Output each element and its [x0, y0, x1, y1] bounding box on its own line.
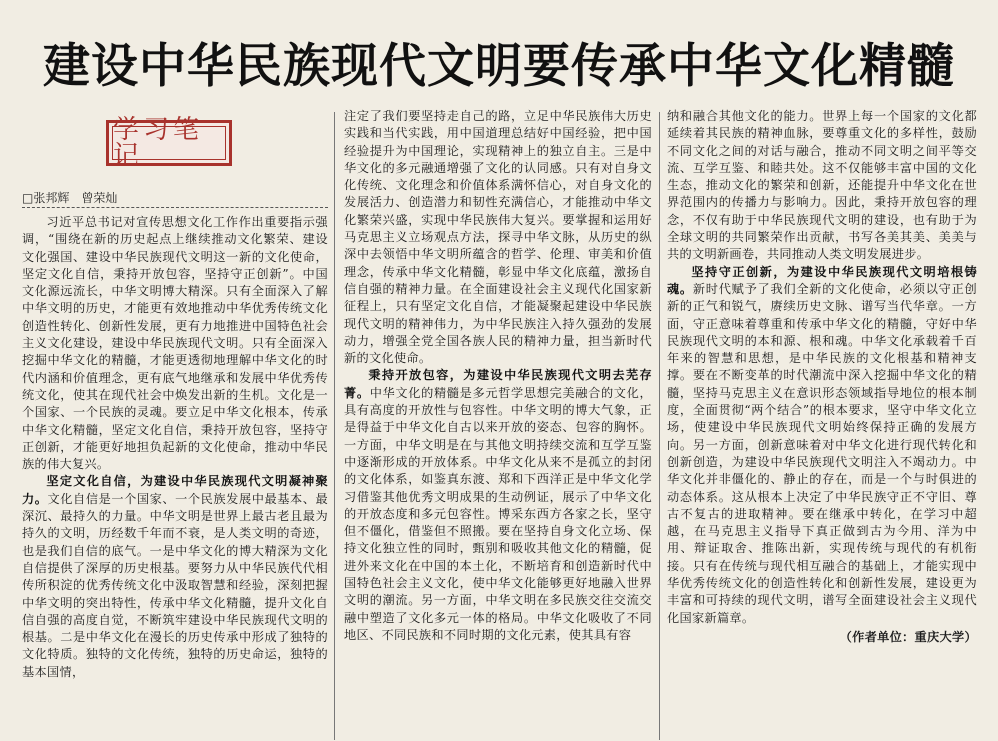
paragraph [22, 473, 328, 681]
column-divider [659, 112, 660, 740]
column-tag-stamp [106, 115, 232, 171]
paragraph-text: 文化自信是一个国家、一个民族发展中最基本、最深沉、最持久的力量。中华文明是世界上最古老且最为持久的文明，历经数千年而不衰，是人类文明的奇迹，也是我们自信的底气。一是中华文化的博大精深为文化自信提供了深厚的历史根基。要努力从中华民族代代相传所积淀的优秀传统文化中汲取智慧和经验，深刻把握中华文明的突出特性，传承中华文化精髓，提升文化自信自强的高度自觉，不断筑牢建设中华民族现代文明的根基。二是中华文化在漫长的历史传承中形成了独特的文化特质。独特的文化传统，独特的历史命运，独特的基本国情， [22, 491, 328, 679]
section-heading: 坚定文化自信，为建设中华民族现代文明凝神聚力。 [22, 474, 328, 506]
paragraph [344, 367, 652, 644]
paragraph: 注定了我们要坚持走自己的路，立足中华民族伟大历史实践和当代实践，用中国道理总结好中国经验，把中国经验提升为中国理论，实现精神上的独立自主。三是中华文化的多元融通增强了文化的认同感。只有对自身文化传统、文化理念和价值体系满怀信心，对自身文化的发展活力、创造潜力和韧性充满信心，才能推动中华文化繁荣兴盛，实现中华民族伟大复兴。要掌握和运用好马克思主义立场观点方法，探寻中华文脉，从历史的纵深中去领悟中华文明所蕴含的哲学、伦理、审美和价值理念，传承中华文化精髓，彰显中华文化底蕴，激扬自信自强的精神力量。在全面建设社会主义现代化国家新征程上，只有坚定文化自信，才能凝聚起建设中华民族现代文明的精神伟力，为中华民族注入持久强劲的发展动力，增强全党全国各族人民的精神力量，担当新时代新的文化使命。 [344, 109, 652, 366]
column-tag-label: 学习笔记 [112, 126, 226, 160]
article-column-1 [22, 214, 328, 740]
paragraph-text: 中华文化的精髓是多元哲学思想完美融合的文化，具有高度的开放性与包容性。中华文明的博大气象，正是得益于中华文化自古以来开放的姿态、包容的胸怀。一方面，中华文明是在与其他文明持续交流和互学互鉴中逐渐形成的开放体系。中华文化从来不是孤立的封闭的文化体系，如鉴真东渡、郑和下西洋正是中华文化学习借鉴其他优秀文明成果的生动例证，展示了中华文化的开放态度和多元包容性。博采东西方各家之长，坚守但不僵化，借鉴但不照搬。要在坚持自身文化立场、保持文化独立性的同时，甄别和吸收其他文化的精髓，促进外来文化在中国的本土化，不断培育和创造新时代中国特色社会主义文化，使中华文化能够更好地融入世界文明的潮流。另一方面，中华文明在多民族交往交流交融中塑造了文化多元一体的格局。中华文化吸收了不同地区、不同民族和不同时期的文化元素，使其具有容 [344, 385, 652, 642]
article-column-2 [344, 108, 652, 740]
byline: □张邦辉 曾荣灿 [22, 191, 118, 205]
section-heading: 秉持开放包容，为建设中华民族现代文明去芜存菁。 [344, 368, 652, 400]
author-affiliation: （作者单位：重庆大学） [839, 629, 977, 644]
paragraph-text: 新时代赋予了我们全新的文化使命，必须以守正创新的正气和锐气，赓续历史文脉、谱写当代华章。一方面，守正意味着尊重和传承中华文化的精髓，守好中华民族现代文明的本和源、根和魂。中华文化承载着千百年来的智慧和思想，是中华民族的文化根基和精神支撑。要在不断变革的时代潮流中深入挖掘中华文化的精髓，坚持马克思主义在意识形态领域指导地位的根本制度，全面贯彻“两个结合”的根本要求，坚守中华文化立场，使建设中华民族现代文明始终保持正确的发展方向。另一方面，创新意味着对中华文化进行现代转化和创新创造，为建设中华民族现代文明注入不竭动力。中华文化并非僵化的、静止的存在，而是一个与时俱进的动态体系。这从根本上决定了中华民族守正不守旧、尊古不复古的进取精神。要在继承中转化，在学习中超越，在马克思主义指导下真正做到古为今用、洋为中用、辩证取舍、推陈出新，实现传统与现代的有机衔接。只有在传统与现代相互融合的基础上，才能实现中华优秀传统文化的创造性转化和创新性发展，建设更为丰富和可持续的现代文明，谱写全面建设社会主义现代化国家新篇章。 [667, 281, 977, 625]
paragraph [667, 264, 977, 627]
section-heading: 坚持守正创新，为建设中华民族现代文明培根铸魂。 [667, 264, 977, 296]
article-column-3 [667, 108, 977, 740]
paragraph: 习近平总书记对宣传思想文化工作作出重要指示强调，“围绕在新的历史起点上继续推动文化繁荣、建设文化强国、建设中华民族现代文明这一新的文化使命，坚定文化自信，秉持开放包容，坚持守正创新”。中国文化源远流长，中华文明博大精深。只有全面深入了解中华文明的历史，才能更有效地推动中华优秀传统文化创造性转化、创新性发展，更有力地推进中国特色社会主义文化建设，建设中华民族现代文明。只有全面深入挖掘中华文化的精髓，才能更透彻地理解中华文化的时代内涵和价值理念，更有底气地继承和发展中华优秀传统文化，使其在现代社会中焕发出新的生机。文化是一个国家、一个民族的灵魂。要立足中华文化根本，传承中华文化精髓，坚定文化自信，秉持开放包容，坚持守正创新，才能更好地担负起新的文化使命，推动中华民族的伟大复兴。 [22, 215, 328, 472]
byline-divider [22, 207, 328, 208]
paragraph: 纳和融合其他文化的能力。世界上每一个国家的文化都延续着其民族的精神血脉，要尊重文化的多样性，鼓励不同文化之间的对话与融合，推动不同文明之间平等交流、互学互鉴、和睦共处。这不仅能够丰富中国的文化生态，推动文化的繁荣和创新，还能提升中华文化在世界范围内的传播力与影响力。因此，秉持开放包容的理念，不仅有助于中华民族现代文明的建设，也有助于为全球文明的共同繁荣作出贡献，书写各美其美、美美与共的文明新画卷，共同推动人类文明发展进步。 [667, 109, 977, 262]
article-headline: 建设中华民族现代文明要传承中华文化精髓 [43, 39, 955, 94]
column-divider [334, 112, 335, 740]
